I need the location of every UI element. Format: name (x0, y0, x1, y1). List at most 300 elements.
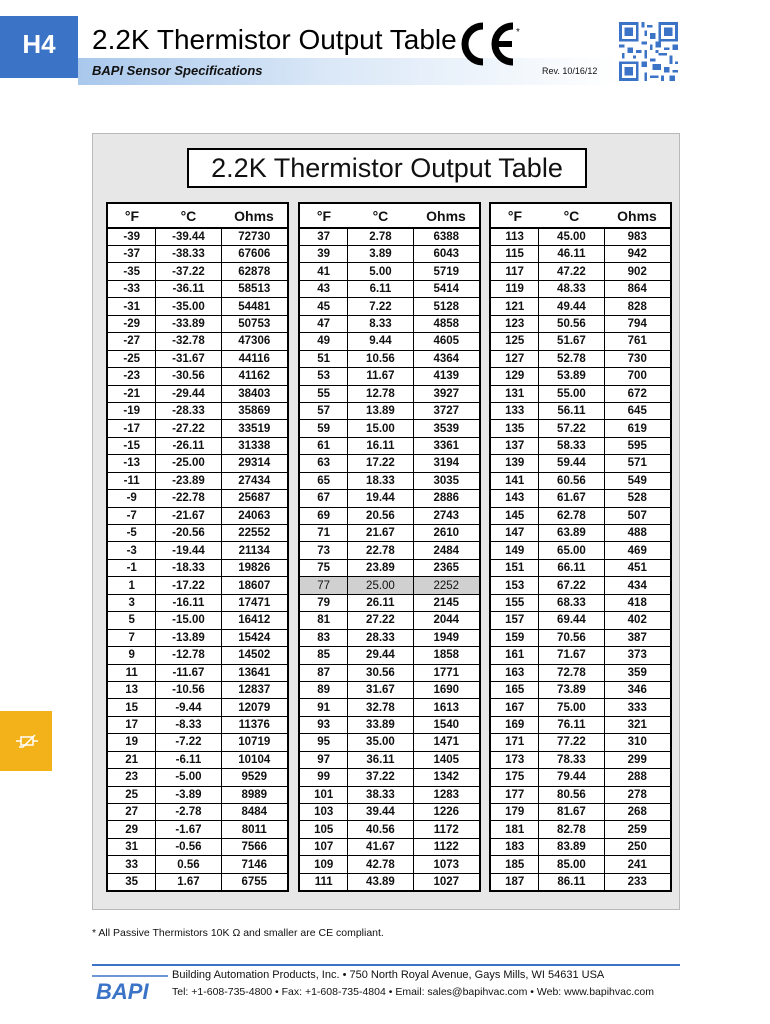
celsius-cell: 83.89 (539, 838, 604, 855)
ohms-cell: 6755 (221, 873, 288, 891)
ohms-cell: 359 (604, 664, 671, 681)
thermistor-table-3 (489, 202, 672, 892)
ohms-cell: 2145 (413, 594, 480, 611)
celsius-cell: 10.56 (348, 350, 413, 367)
fahrenheit-cell: 157 (490, 612, 539, 629)
fahrenheit-cell: 5 (107, 612, 156, 629)
ohms-cell: 16412 (221, 612, 288, 629)
celsius-cell: 69.44 (539, 612, 604, 629)
fahrenheit-cell: 163 (490, 664, 539, 681)
fahrenheit-cell: -15 (107, 437, 156, 454)
celsius-cell: 65.00 (539, 542, 604, 559)
fahrenheit-cell: 55 (299, 385, 348, 402)
ohms-cell: 549 (604, 472, 671, 489)
table-row (107, 612, 288, 629)
fahrenheit-cell: 35 (107, 873, 156, 891)
ohms-cell: 619 (604, 420, 671, 437)
celsius-cell: 26.11 (348, 594, 413, 611)
celsius-cell: -30.56 (156, 368, 221, 385)
ohms-cell: 3927 (413, 385, 480, 402)
fahrenheit-cell: 149 (490, 542, 539, 559)
celsius-cell: 9.44 (348, 333, 413, 350)
table-row (299, 716, 480, 733)
celsius-cell: 13.89 (348, 402, 413, 419)
fahrenheit-cell: 147 (490, 525, 539, 542)
ohms-cell: 22552 (221, 525, 288, 542)
company-address: Building Automation Products, Inc. • 750 North Royal Avenue, Gays Mills, WI 54631 USA (172, 969, 605, 981)
ohms-cell: 595 (604, 437, 671, 454)
celsius-cell: -3.89 (156, 786, 221, 803)
celsius-cell: 35.00 (348, 734, 413, 751)
celsius-cell: -32.78 (156, 333, 221, 350)
ohms-cell: 1172 (413, 821, 480, 838)
fahrenheit-cell: 89 (299, 681, 348, 698)
ohms-cell: 19826 (221, 559, 288, 576)
ohms-cell: 44116 (221, 350, 288, 367)
fahrenheit-cell: 57 (299, 402, 348, 419)
fahrenheit-cell: -29 (107, 315, 156, 332)
celsius-cell: 60.56 (539, 472, 604, 489)
ohms-cell: 33519 (221, 420, 288, 437)
table-row (299, 873, 480, 891)
subtitle: BAPI Sensor Specifications (92, 63, 263, 78)
fahrenheit-cell: 143 (490, 490, 539, 507)
celsius-cell: 77.22 (539, 734, 604, 751)
fahrenheit-cell: 49 (299, 333, 348, 350)
fahrenheit-cell: 115 (490, 246, 539, 263)
table-row (107, 838, 288, 855)
table-row (107, 507, 288, 524)
table-row (299, 455, 480, 472)
ohms-cell: 8484 (221, 804, 288, 821)
ohms-cell: 50753 (221, 315, 288, 332)
ohms-cell: 1122 (413, 838, 480, 855)
celsius-cell: 12.78 (348, 385, 413, 402)
table-row (490, 315, 671, 332)
thermistor-table-2 (298, 202, 481, 892)
table-row (107, 647, 288, 664)
celsius-cell: 48.33 (539, 280, 604, 297)
celsius-cell: -1.67 (156, 821, 221, 838)
ohms-cell: 1690 (413, 681, 480, 698)
celsius-cell: 55.00 (539, 385, 604, 402)
celsius-cell: -18.33 (156, 559, 221, 576)
table-row (107, 804, 288, 821)
fahrenheit-cell: 61 (299, 437, 348, 454)
fahrenheit-cell: -33 (107, 280, 156, 297)
column-header-celsius: °C (156, 203, 221, 228)
ce-asterisk: * (516, 27, 520, 38)
celsius-cell: -2.78 (156, 804, 221, 821)
fahrenheit-cell: 65 (299, 472, 348, 489)
table-row (490, 769, 671, 786)
table-row (107, 594, 288, 611)
celsius-cell: 59.44 (539, 455, 604, 472)
table-row (299, 594, 480, 611)
table-row (107, 699, 288, 716)
celsius-cell: -9.44 (156, 699, 221, 716)
table-row (107, 856, 288, 873)
table-row (490, 594, 671, 611)
ohms-cell: 58513 (221, 280, 288, 297)
fahrenheit-cell: 165 (490, 681, 539, 698)
fahrenheit-cell: 141 (490, 472, 539, 489)
celsius-cell: -23.89 (156, 472, 221, 489)
ohms-cell: 451 (604, 559, 671, 576)
celsius-cell: 11.67 (348, 368, 413, 385)
table-row (107, 734, 288, 751)
fahrenheit-cell: 21 (107, 751, 156, 768)
page-title: 2.2K Thermistor Output Table (92, 24, 457, 55)
ohms-cell: 8989 (221, 786, 288, 803)
table-row (107, 769, 288, 786)
fahrenheit-cell: -35 (107, 263, 156, 280)
fahrenheit-cell: -7 (107, 507, 156, 524)
fahrenheit-cell: 77 (299, 577, 348, 594)
fahrenheit-cell: 19 (107, 734, 156, 751)
column-header-celsius: °C (539, 203, 604, 228)
fahrenheit-cell: 25 (107, 786, 156, 803)
fahrenheit-cell: -1 (107, 559, 156, 576)
fahrenheit-cell: 69 (299, 507, 348, 524)
ohms-cell: 29314 (221, 455, 288, 472)
fahrenheit-cell: 177 (490, 786, 539, 803)
fahrenheit-cell: 181 (490, 821, 539, 838)
fahrenheit-cell: 87 (299, 664, 348, 681)
table-row (490, 786, 671, 803)
celsius-cell: 36.11 (348, 751, 413, 768)
table-row (299, 647, 480, 664)
table-row (299, 385, 480, 402)
ohms-cell: 730 (604, 350, 671, 367)
celsius-cell: 51.67 (539, 333, 604, 350)
fahrenheit-cell: -11 (107, 472, 156, 489)
celsius-cell: 2.78 (348, 228, 413, 246)
fahrenheit-cell: -23 (107, 368, 156, 385)
fahrenheit-cell: 17 (107, 716, 156, 733)
table-row (107, 246, 288, 263)
celsius-cell: 28.33 (348, 629, 413, 646)
ohms-cell: 9529 (221, 769, 288, 786)
table-row (490, 420, 671, 437)
fahrenheit-cell: 9 (107, 647, 156, 664)
fahrenheit-cell: 125 (490, 333, 539, 350)
table-row (490, 228, 671, 246)
fahrenheit-cell: 81 (299, 612, 348, 629)
fahrenheit-cell: 105 (299, 821, 348, 838)
celsius-cell: -10.56 (156, 681, 221, 698)
ohms-cell: 528 (604, 490, 671, 507)
fahrenheit-cell: 97 (299, 751, 348, 768)
celsius-cell: -36.11 (156, 280, 221, 297)
column-header-ohms: Ohms (604, 203, 671, 228)
table-row (299, 804, 480, 821)
fahrenheit-cell: 187 (490, 873, 539, 891)
celsius-cell: 85.00 (539, 856, 604, 873)
fahrenheit-cell: 59 (299, 420, 348, 437)
fahrenheit-cell: 159 (490, 629, 539, 646)
table-row (107, 385, 288, 402)
celsius-cell: 0.56 (156, 856, 221, 873)
ohms-cell: 645 (604, 402, 671, 419)
celsius-cell: -31.67 (156, 350, 221, 367)
table-row (490, 490, 671, 507)
table-row (299, 856, 480, 873)
celsius-cell: 5.00 (348, 263, 413, 280)
thermistor-icon (16, 733, 38, 749)
ohms-cell: 761 (604, 333, 671, 350)
table-row (299, 333, 480, 350)
celsius-cell: -11.67 (156, 664, 221, 681)
fahrenheit-cell: 47 (299, 315, 348, 332)
celsius-cell: 38.33 (348, 786, 413, 803)
ohms-cell: 6388 (413, 228, 480, 246)
table-row (490, 368, 671, 385)
table-row (107, 402, 288, 419)
table-row (299, 786, 480, 803)
table-row (490, 333, 671, 350)
company-contact[interactable]: Tel: +1-608-735-4800 • Fax: +1-608-735-4804 • Email: sales@bapihvac.com • Web: www.bapihvac.com (172, 986, 654, 998)
table-row (107, 629, 288, 646)
table-row (299, 402, 480, 419)
celsius-cell: -15.00 (156, 612, 221, 629)
fahrenheit-cell: 3 (107, 594, 156, 611)
ohms-cell: 1283 (413, 786, 480, 803)
ohms-cell: 1342 (413, 769, 480, 786)
fahrenheit-cell: 111 (299, 873, 348, 891)
celsius-cell: 41.67 (348, 838, 413, 855)
fahrenheit-cell: 113 (490, 228, 539, 246)
celsius-cell: 73.89 (539, 681, 604, 698)
ohms-cell: 11376 (221, 716, 288, 733)
section-tab (0, 16, 78, 78)
table-row (490, 472, 671, 489)
ohms-cell: 1771 (413, 664, 480, 681)
ohms-cell: 31338 (221, 437, 288, 454)
celsius-cell: -8.33 (156, 716, 221, 733)
celsius-cell: -26.11 (156, 437, 221, 454)
table-row (107, 333, 288, 350)
celsius-cell: 79.44 (539, 769, 604, 786)
table-row (490, 699, 671, 716)
ohms-cell: 346 (604, 681, 671, 698)
fahrenheit-cell: 179 (490, 804, 539, 821)
celsius-cell: 62.78 (539, 507, 604, 524)
table-row (490, 437, 671, 454)
table-row (107, 350, 288, 367)
celsius-cell: 23.89 (348, 559, 413, 576)
qr-code-icon[interactable] (619, 22, 678, 81)
ohms-cell: 310 (604, 734, 671, 751)
table-row (490, 280, 671, 297)
ohms-cell: 1613 (413, 699, 480, 716)
column-header-ohms: Ohms (413, 203, 480, 228)
category-side-tab[interactable] (0, 711, 52, 771)
table-row (299, 490, 480, 507)
celsius-cell: 21.67 (348, 525, 413, 542)
table-row (490, 838, 671, 855)
ohms-cell: 571 (604, 455, 671, 472)
celsius-cell: 50.56 (539, 315, 604, 332)
table-row (299, 437, 480, 454)
bapi-logo (92, 972, 168, 1002)
table-row (299, 507, 480, 524)
svg-text:BAPI: BAPI (96, 979, 149, 1002)
celsius-cell: 56.11 (539, 402, 604, 419)
table-row (107, 263, 288, 280)
ohms-cell: 1471 (413, 734, 480, 751)
table-row (490, 647, 671, 664)
celsius-cell: 40.56 (348, 821, 413, 838)
ohms-cell: 983 (604, 228, 671, 246)
fahrenheit-cell: 1 (107, 577, 156, 594)
celsius-cell: 31.67 (348, 681, 413, 698)
table-row (107, 228, 288, 246)
section-tab-label: H4 (22, 29, 56, 59)
table-row (299, 699, 480, 716)
table-row (299, 769, 480, 786)
ohms-cell: 8011 (221, 821, 288, 838)
ohms-cell: 24063 (221, 507, 288, 524)
table-row (299, 838, 480, 855)
table-row (299, 315, 480, 332)
column-header-celsius: °C (348, 203, 413, 228)
celsius-cell: 72.78 (539, 664, 604, 681)
table-row (107, 873, 288, 891)
table-row (299, 612, 480, 629)
ohms-cell: 1027 (413, 873, 480, 891)
fahrenheit-cell: 39 (299, 246, 348, 263)
ohms-cell: 62878 (221, 263, 288, 280)
celsius-cell: 78.33 (539, 751, 604, 768)
fahrenheit-cell: 7 (107, 629, 156, 646)
fahrenheit-cell: 41 (299, 263, 348, 280)
ohms-cell: 241 (604, 856, 671, 873)
ohms-cell: 2044 (413, 612, 480, 629)
ce-footnote: * All Passive Thermistors 10K Ω and smaller are CE compliant. (92, 927, 384, 939)
ohms-cell: 12079 (221, 699, 288, 716)
table-row (490, 542, 671, 559)
ohms-cell: 7566 (221, 838, 288, 855)
fahrenheit-cell: 71 (299, 525, 348, 542)
ohms-cell: 54481 (221, 298, 288, 315)
table-row (107, 664, 288, 681)
table-row (490, 664, 671, 681)
fahrenheit-cell: -9 (107, 490, 156, 507)
celsius-cell: -29.44 (156, 385, 221, 402)
table-row (299, 246, 480, 263)
celsius-cell: 61.67 (539, 490, 604, 507)
celsius-cell: 32.78 (348, 699, 413, 716)
ohms-cell: 507 (604, 507, 671, 524)
fahrenheit-cell: -19 (107, 402, 156, 419)
table-row (107, 472, 288, 489)
celsius-cell: -25.00 (156, 455, 221, 472)
fahrenheit-cell: 33 (107, 856, 156, 873)
fahrenheit-cell: 83 (299, 629, 348, 646)
ohms-cell: 17471 (221, 594, 288, 611)
celsius-cell: 58.33 (539, 437, 604, 454)
ohms-cell: 233 (604, 873, 671, 891)
fahrenheit-cell: -5 (107, 525, 156, 542)
fahrenheit-cell: 123 (490, 315, 539, 332)
table-row (299, 350, 480, 367)
fahrenheit-cell: 145 (490, 507, 539, 524)
table-row (107, 751, 288, 768)
ohms-cell: 1858 (413, 647, 480, 664)
celsius-cell: 3.89 (348, 246, 413, 263)
table-row (107, 542, 288, 559)
table-row (107, 577, 288, 594)
fahrenheit-cell: 127 (490, 350, 539, 367)
celsius-cell: -39.44 (156, 228, 221, 246)
ohms-cell: 469 (604, 542, 671, 559)
table-row (299, 577, 480, 594)
ohms-cell: 27434 (221, 472, 288, 489)
table-row (490, 559, 671, 576)
fahrenheit-cell: 101 (299, 786, 348, 803)
celsius-cell: 43.89 (348, 873, 413, 891)
celsius-cell: 82.78 (539, 821, 604, 838)
ohms-cell: 35869 (221, 402, 288, 419)
celsius-cell: 53.89 (539, 368, 604, 385)
ohms-cell: 4605 (413, 333, 480, 350)
ohms-cell: 828 (604, 298, 671, 315)
fahrenheit-cell: 15 (107, 699, 156, 716)
table-row (490, 716, 671, 733)
ohms-cell: 288 (604, 769, 671, 786)
fahrenheit-cell: 85 (299, 647, 348, 664)
table-row (490, 507, 671, 524)
fahrenheit-cell: 13 (107, 681, 156, 698)
ohms-cell: 2365 (413, 559, 480, 576)
ohms-cell: 18607 (221, 577, 288, 594)
table-row (299, 681, 480, 698)
table-row (107, 786, 288, 803)
celsius-cell: 49.44 (539, 298, 604, 315)
ohms-cell: 13641 (221, 664, 288, 681)
table-row (490, 385, 671, 402)
table-row (490, 612, 671, 629)
fahrenheit-cell: 43 (299, 280, 348, 297)
celsius-cell: 76.11 (539, 716, 604, 733)
ohms-cell: 72730 (221, 228, 288, 246)
ohms-cell: 14502 (221, 647, 288, 664)
column-header-fahrenheit: °F (490, 203, 539, 228)
celsius-cell: -38.33 (156, 246, 221, 263)
table-row (299, 751, 480, 768)
ohms-cell: 2252 (413, 577, 480, 594)
celsius-cell: 22.78 (348, 542, 413, 559)
celsius-cell: 1.67 (156, 873, 221, 891)
table-row (490, 629, 671, 646)
fahrenheit-cell: 169 (490, 716, 539, 733)
celsius-cell: 45.00 (539, 228, 604, 246)
celsius-cell: -22.78 (156, 490, 221, 507)
celsius-cell: -33.89 (156, 315, 221, 332)
ohms-cell: 67606 (221, 246, 288, 263)
celsius-cell: -28.33 (156, 402, 221, 419)
fahrenheit-cell: 63 (299, 455, 348, 472)
table-row (299, 664, 480, 681)
ohms-cell: 268 (604, 804, 671, 821)
celsius-cell: 33.89 (348, 716, 413, 733)
fahrenheit-cell: 173 (490, 751, 539, 768)
fahrenheit-cell: 155 (490, 594, 539, 611)
table-row (490, 804, 671, 821)
ohms-cell: 402 (604, 612, 671, 629)
fahrenheit-cell: 117 (490, 263, 539, 280)
